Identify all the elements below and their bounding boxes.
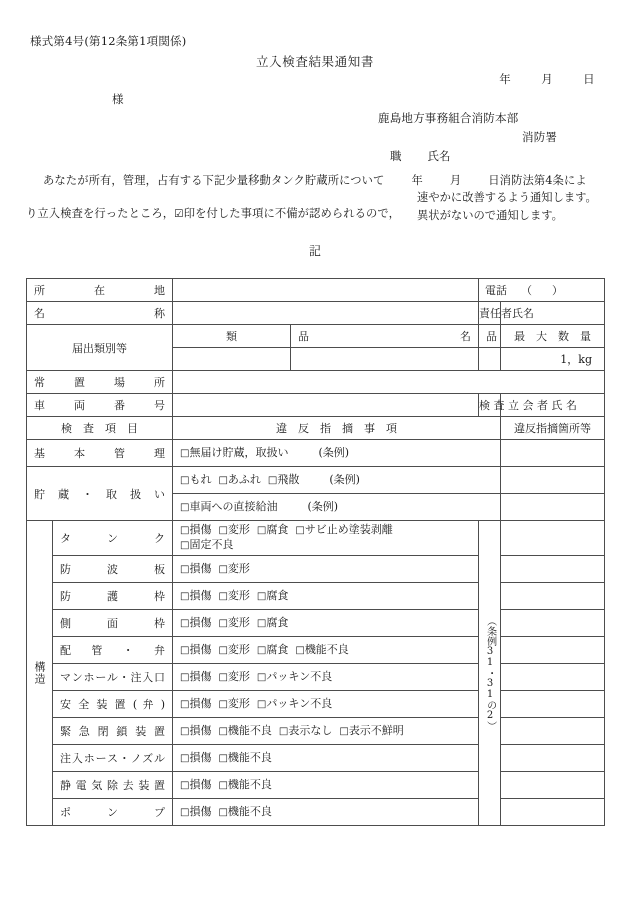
product-name-header: 品 名: [291, 325, 479, 348]
checks-emergency-shutoff[interactable]: [173, 718, 479, 745]
table-row-protective-frame: [27, 583, 605, 610]
check-label: 機能不良: [227, 804, 272, 818]
check-label: 損傷: [189, 588, 212, 602]
witness-label: 検 査 立 会 者 氏 名: [479, 394, 501, 417]
violation-place-protective-frame[interactable]: [501, 583, 605, 610]
notice-year: 年: [411, 174, 423, 187]
officer-title-label: 職: [390, 149, 402, 163]
row-label-baffle-plate: 防 波 板: [53, 556, 173, 583]
violation-place-injection-hose-nozzle[interactable]: [501, 745, 605, 772]
table-row-location: [27, 279, 605, 302]
location-label: 所 在 地: [27, 279, 173, 302]
table-row-notification-header: [27, 325, 605, 348]
checks-manhole-inlet[interactable]: [173, 664, 479, 691]
notice-outcome-improve: 速やかに改善するよう通知します。: [417, 191, 597, 204]
row-label-pipe-valve: 配 管 ・ 弁: [53, 637, 173, 664]
check-label: あふれ: [227, 472, 261, 486]
check-label: 変形: [227, 669, 250, 683]
row-label-injection-hose-nozzle: 注入ホース・ノズル: [53, 745, 173, 772]
checkbox-icon[interactable]: □: [218, 525, 228, 537]
checkbox-icon[interactable]: □: [339, 725, 349, 737]
inspection-item-header: 検 査 項 目: [27, 417, 173, 440]
checkbox-icon[interactable]: □: [180, 563, 190, 575]
check-label: 固定不良: [189, 538, 234, 551]
checkbox-icon[interactable]: □: [256, 590, 267, 602]
checkbox-icon[interactable]: □: [218, 698, 228, 710]
row-label-safety-device: 安 全 装 置 ( 弁 ): [53, 691, 173, 718]
telephone-cell[interactable]: [479, 279, 605, 302]
officer-line: [390, 148, 451, 164]
check-label: 損傷: [189, 615, 212, 629]
checks-injection-hose-nozzle[interactable]: [173, 745, 479, 772]
row-label-emergency-shutoff: 緊 急 閉 鎖 装 置: [53, 718, 173, 745]
checkbox-icon[interactable]: □: [180, 752, 190, 764]
checks-basic-management[interactable]: [173, 440, 501, 467]
checkbox-icon[interactable]: □: [180, 617, 190, 629]
checkbox-icon[interactable]: □: [180, 590, 190, 602]
checkbox-icon[interactable]: □: [218, 563, 228, 575]
check-label: 損傷: [189, 696, 212, 710]
inspection-table: [26, 278, 605, 826]
checkbox-icon[interactable]: □: [180, 447, 190, 459]
item-value[interactable]: [479, 348, 501, 371]
checks-side-frame[interactable]: [173, 610, 479, 637]
table-row-side-frame: [27, 610, 605, 637]
violation-place-pump[interactable]: [501, 799, 605, 826]
check-label: 変形: [227, 523, 250, 537]
checks-protective-frame[interactable]: [173, 583, 479, 610]
violation-place-manhole-inlet[interactable]: [501, 664, 605, 691]
check-label: 腐食: [266, 588, 289, 602]
check-label: 変形: [227, 642, 250, 656]
check-label: パッキン不良: [266, 696, 333, 710]
checked-checkbox-icon: ☑: [174, 208, 184, 220]
class-value[interactable]: [173, 348, 291, 371]
check-label: 損傷: [189, 669, 212, 683]
page-title: 立入検査結果通知書: [256, 54, 374, 69]
violation-place-safety-device[interactable]: [501, 691, 605, 718]
issuing-organization: 鹿島地方事務組合消防本部: [378, 111, 519, 125]
law-reference: (条例): [307, 499, 339, 513]
checks-baffle-plate[interactable]: [173, 556, 479, 583]
law-reference: (条例): [329, 472, 360, 486]
table-row-safety-device: [27, 691, 605, 718]
row-label-side-frame: 側 面 枠: [53, 610, 173, 637]
storage-place-label: 常 置 場 所: [27, 371, 173, 394]
max-quantity-header: 最 大 数 量: [501, 325, 605, 348]
violation-item-header: 違 反 指 摘 事 項: [173, 417, 501, 440]
checks-storage-handling-2[interactable]: [173, 494, 501, 521]
checkbox-icon[interactable]: □: [180, 779, 190, 791]
notice-month: 月: [449, 174, 462, 187]
violation-place-header: 違反指摘箇所等: [501, 417, 605, 440]
notice-text-a: あなたが所有，管理，占有する下記少量移動タンク貯蔵所について: [43, 174, 385, 187]
notice-paragraph-line1: [33, 172, 587, 188]
checkbox-icon[interactable]: □: [180, 525, 190, 537]
check-label: 損傷: [189, 750, 212, 764]
fire-station-label: 消防署: [522, 130, 558, 144]
table-row-injection-hose-nozzle: [27, 745, 605, 772]
check-label: サビ止め塗装剥離: [304, 523, 393, 537]
table-row-vehicle-number: [27, 394, 605, 417]
checks-pipe-valve[interactable]: [173, 637, 479, 664]
checkbox-icon[interactable]: □: [256, 698, 267, 710]
storage-place-value[interactable]: [173, 371, 605, 394]
checkbox-icon[interactable]: □: [256, 644, 267, 656]
checkbox-icon[interactable]: □: [256, 617, 267, 629]
name-label: 名 称: [27, 302, 173, 325]
table-row-pipe-valve: [27, 637, 605, 664]
check-label: 飛散: [277, 472, 300, 486]
row-label-pump: ポ ン プ: [53, 799, 173, 826]
checkbox-icon[interactable]: □: [267, 474, 278, 486]
checkbox-icon[interactable]: □: [218, 752, 228, 764]
table-row-baffle-plate: [27, 556, 605, 583]
check-label: 腐食: [266, 523, 289, 537]
notice-text-b: り立入検査を行ったところ，: [26, 207, 175, 220]
check-label: 機能不良: [227, 777, 272, 791]
checkbox-icon[interactable]: □: [180, 474, 190, 486]
check-label: 腐食: [266, 642, 289, 656]
check-label: 損傷: [189, 777, 212, 791]
max-quantity-value[interactable]: 1，kg: [501, 348, 605, 371]
checkbox-icon[interactable]: □: [180, 671, 190, 683]
checkbox-icon[interactable]: □: [218, 779, 228, 791]
violation-place-baffle-plate[interactable]: [501, 556, 605, 583]
table-row-tank: [27, 521, 605, 556]
checks-tank[interactable]: [173, 521, 479, 556]
officer-name-label: 氏名: [427, 149, 451, 163]
check-label: 機能不良: [227, 750, 272, 764]
checkbox-icon[interactable]: □: [295, 525, 305, 537]
notification-type-label: 届出類別等: [27, 325, 173, 371]
checkbox-icon[interactable]: □: [218, 590, 228, 602]
check-label: 無届け貯蔵，取扱い: [189, 445, 289, 459]
checkbox-icon[interactable]: □: [218, 644, 228, 656]
item-header-a: 品: [479, 325, 501, 348]
check-label: 腐食: [266, 615, 289, 629]
table-row-storage-handling-1: [27, 467, 605, 494]
violation-place-storage-handling-2[interactable]: [501, 494, 605, 521]
checkbox-icon[interactable]: □: [180, 806, 190, 818]
checkbox-icon[interactable]: □: [180, 540, 190, 551]
product-name-value[interactable]: [291, 348, 479, 371]
checkbox-icon[interactable]: □: [218, 617, 228, 629]
checks-storage-handling-1[interactable]: [173, 467, 501, 494]
violation-place-static-eliminator[interactable]: [501, 772, 605, 799]
checkbox-icon[interactable]: □: [218, 474, 228, 486]
violation-place-tank[interactable]: [501, 521, 605, 556]
check-label: 機能不良: [227, 723, 272, 737]
check-label: 損傷: [189, 523, 212, 537]
telephone-label: 電話: [485, 284, 507, 297]
check-label: もれ: [189, 472, 212, 486]
table-row-name: [27, 302, 605, 325]
checkbox-icon[interactable]: □: [180, 501, 190, 513]
responsible-person-label: 責任者氏名: [479, 302, 501, 325]
violation-place-basic-management[interactable]: [501, 440, 605, 467]
checkbox-icon[interactable]: □: [180, 644, 190, 656]
form-number: 様式第4号(第12条第1項関係): [30, 34, 187, 48]
checks-pump[interactable]: [173, 799, 479, 826]
location-value[interactable]: [173, 279, 479, 302]
check-label: 変形: [227, 615, 250, 629]
row-label-manhole-inlet: マンホール・注入口: [53, 664, 173, 691]
notice-day-tail: 日消防法第4条によ: [488, 174, 587, 187]
row-label-static-eliminator: 静 電 気 除 去 装 置: [53, 772, 173, 799]
checkbox-icon[interactable]: □: [218, 806, 228, 818]
table-row-inspection-header: [27, 417, 605, 440]
check-label: 損傷: [189, 804, 212, 818]
check-label: 変形: [227, 696, 250, 710]
check-label: 変形: [227, 588, 250, 602]
notice-paragraph-line2: [26, 205, 400, 221]
notice-outcome-no-issue: 異状がないので通知します。: [417, 209, 563, 222]
checkbox-icon[interactable]: □: [295, 644, 305, 656]
table-row-static-eliminator: [27, 772, 605, 799]
telephone-paren-close: ）: [552, 284, 563, 297]
check-label: 損傷: [189, 642, 212, 656]
row-label-tank: タ ン ク: [53, 521, 173, 556]
table-row-basic-management: [27, 440, 605, 467]
structure-vertical-text: 構造: [33, 661, 46, 685]
checkbox-icon[interactable]: □: [256, 671, 267, 683]
row-label-storage-handling: 貯 蔵 ・ 取 扱 い: [27, 467, 173, 521]
checks-static-eliminator[interactable]: [173, 772, 479, 799]
check-label: パッキン不良: [266, 669, 333, 683]
checks-safety-device[interactable]: [173, 691, 479, 718]
check-label: 表示不鮮明: [348, 723, 404, 737]
violation-place-storage-handling-1[interactable]: [501, 467, 605, 494]
telephone-paren-open: （: [521, 284, 532, 297]
check-label: 表示なし: [288, 723, 333, 737]
table-row-storage-place: [27, 371, 605, 394]
date-month-label: 月: [541, 72, 554, 86]
checkbox-icon[interactable]: □: [278, 725, 289, 737]
structure-section-label: [27, 521, 53, 826]
date-year-label: 年: [499, 72, 512, 86]
vehicle-number-label: 車 両 番 号: [27, 394, 173, 417]
table-row-emergency-shutoff: [27, 718, 605, 745]
class-header: 類: [173, 325, 291, 348]
ki-marker: 記: [308, 244, 321, 258]
check-label: 損傷: [189, 723, 212, 737]
table-row-manhole-inlet: [27, 664, 605, 691]
checkbox-icon[interactable]: □: [180, 725, 190, 737]
row-label-protective-frame: 防 護 枠: [53, 583, 173, 610]
check-label: 変形: [227, 561, 250, 575]
table-row-pump: [27, 799, 605, 826]
checkbox-icon[interactable]: □: [218, 671, 228, 683]
check-label: 車両への直接給油: [189, 499, 278, 513]
violation-place-side-frame[interactable]: [501, 610, 605, 637]
check-label: 損傷: [189, 561, 212, 575]
notice-text-c: 印を付した事項に不備が認められるので，: [183, 207, 401, 220]
violation-place-pipe-valve[interactable]: [501, 637, 605, 664]
checkbox-icon[interactable]: □: [256, 525, 267, 537]
violation-place-emergency-shutoff[interactable]: [501, 718, 605, 745]
date-day-label: 日: [583, 72, 595, 86]
name-value[interactable]: [173, 302, 479, 325]
vehicle-number-value[interactable]: [173, 394, 479, 417]
check-label: 機能不良: [304, 642, 349, 656]
law-reference: (条例): [318, 445, 350, 459]
checkbox-icon[interactable]: □: [180, 698, 190, 710]
date-line: [499, 71, 595, 87]
row-label-basic-management: 基 本 管 理: [27, 440, 173, 467]
ordinance-reference-cell: [479, 521, 501, 826]
checkbox-icon[interactable]: □: [218, 725, 228, 737]
addressee-honorific: 様: [112, 92, 124, 106]
ordinance-vertical-text: （条例31・31の2）: [484, 615, 496, 731]
